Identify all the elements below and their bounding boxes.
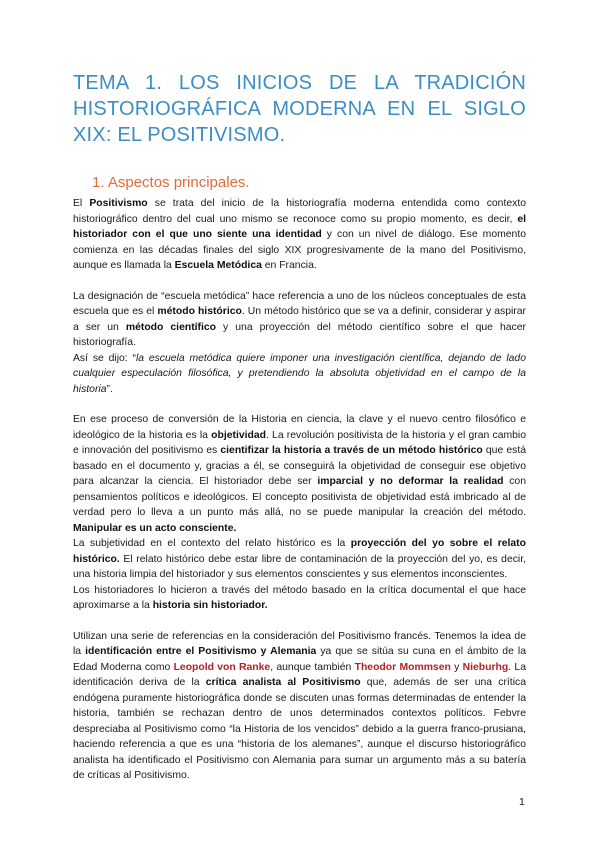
- bold-term: método científico: [125, 321, 217, 333]
- paragraph-method: La designación de “escuela metódica” hace referencia a uno de los núcleos conceptuales de esta escuela que es el método histórico. Un método histórico que se va a definir, considerar y aspirar a ser un método científico y una proyección del método científico sobre el que hacer historiografía.: [73, 290, 526, 348]
- bold-term: método histórico: [157, 306, 242, 317]
- bold-term: cientifizar la historia a través de un método histórico: [220, 445, 483, 456]
- bold-term: el historiador con el que uno siente una identidad: [73, 213, 526, 240]
- paragraph-intro: El Positivismo se trata del inicio de la historiografía moderna entendida como contexto historiográfico dentro del cual uno mismo se reconoce como su propio momento, es decir, el historiador con el que uno siente una identidad y con un nivel de diálogo. Ese momento comienza en las décadas finales del siglo XIX progresivamente de la mano del Positivismo, aunque es llamada la Escuela Metódica en Francia.: [73, 198, 526, 271]
- body-text: [73, 196, 526, 784]
- bold-term: Positivismo: [89, 198, 148, 209]
- bold-term: objetividad: [211, 429, 266, 441]
- paragraph-objectivity: En ese proceso de conversión de la Historia en ciencia, la clave y el nuevo centro filosófico e ideológico de la historia es la objetividad. La revolución positivista de la historia y el gran cambio e innovación del positivismo es cientifizar la historia a través de un método histórico que está basado en el documento y, gracias a él, se conseguirá la objetividad de conseguir ese objetivo para alcanzar la ciencia. El historiador debe ser imparcial y no deformar la realidad con pensamientos políticos e ideológicos. El concepto positivista de objetividad está imbricado al de verdad pero lo lleva a un punto más allá, no se puede manipular la creación del método. Manipular es un acto consciente.: [73, 414, 527, 534]
- italic-quote: la escuela metódica quiere imponer una investigación científica, dejando de lado cualquier especulación filosófica, y pretendiendo la absoluta objetividad en el campo de la historia: [73, 352, 526, 395]
- bold-term: Escuela Metódica: [174, 260, 262, 271]
- page-title: TEMA 1. LOS INICIOS DE LA TRADICIÓN HISTORIOGRÁFICA MODERNA EN EL SIGLO XIX: EL POSITIVISMO.: [73, 72, 526, 146]
- paragraph-gap: [73, 274, 526, 289]
- bold-term: proyección del yo sobre el relato histórico.: [73, 538, 526, 565]
- paragraph-subjectivity: La subjetividad en el contexto del relato histórico es la proyección del yo sobre el relato histórico. El relato histórico debe estar libre de contaminación de la proyección del yo, es decir, una historia limpia del historiador y sus elementos conscientes y sus elementos inconscientes.: [73, 538, 526, 580]
- highlighted-name: Theodor Mommsen: [354, 661, 451, 673]
- paragraph-gap: [73, 614, 526, 629]
- paragraph-historians: Los historiadores lo hicieron a través del método basado en la crítica documental el que hace aproximarse a la historia sin historiador.: [73, 584, 526, 611]
- paragraph-quote: Así se dijo: “la escuela metódica quiere imponer una investigación científica, dejando de lado cualquier especulación filosófica, y pretendiendo la absoluta objetividad en el campo de la historia”.: [73, 352, 526, 395]
- paragraph-gap: [73, 397, 526, 412]
- paragraph-references: Utilizan una serie de referencias en la consideración del Positivismo francés. Tenemos la idea de la identificación entre el Positivismo y Alemania ya que se sitúa su cuna en el ámbito de la Edad Moderna como Leopold von Ranke, aunque también Theodor Mommsen y Nieburhg. La identificación deriva de la crítica analista al Positivismo que, además de ser una crítica endógena puramente historiográfica donde se discuten unas formas determinadas de entender la historia, también se rechazan dentro de unos determinados contextos políticos. Febvre despreciaba al Positivismo como “la Historia de los vencidos” debido a la guerra franco-prusiana, haciendo referencia a que es una “historia de los alemanes”, aunque el discurso historiográfico analista ha identificado el Positivismo con Alemania para sumar un argumento más a su batería de críticas al Positivismo.: [73, 630, 526, 781]
- bold-term: imparcial y no deformar la realidad: [317, 476, 504, 487]
- bold-term: historia sin historiador.: [152, 600, 268, 611]
- bold-term: identificación entre el Positivismo y Alemania: [85, 646, 317, 657]
- highlighted-name: Nieburhg: [462, 661, 509, 673]
- page-number: 1: [519, 796, 525, 808]
- highlighted-name: Leopold von Ranke: [173, 661, 271, 673]
- bold-term: Manipular es un acto consciente.: [73, 522, 237, 534]
- bold-term: crítica analista al Positivismo: [205, 677, 361, 688]
- section-heading: 1. Aspectos principales.: [92, 174, 250, 191]
